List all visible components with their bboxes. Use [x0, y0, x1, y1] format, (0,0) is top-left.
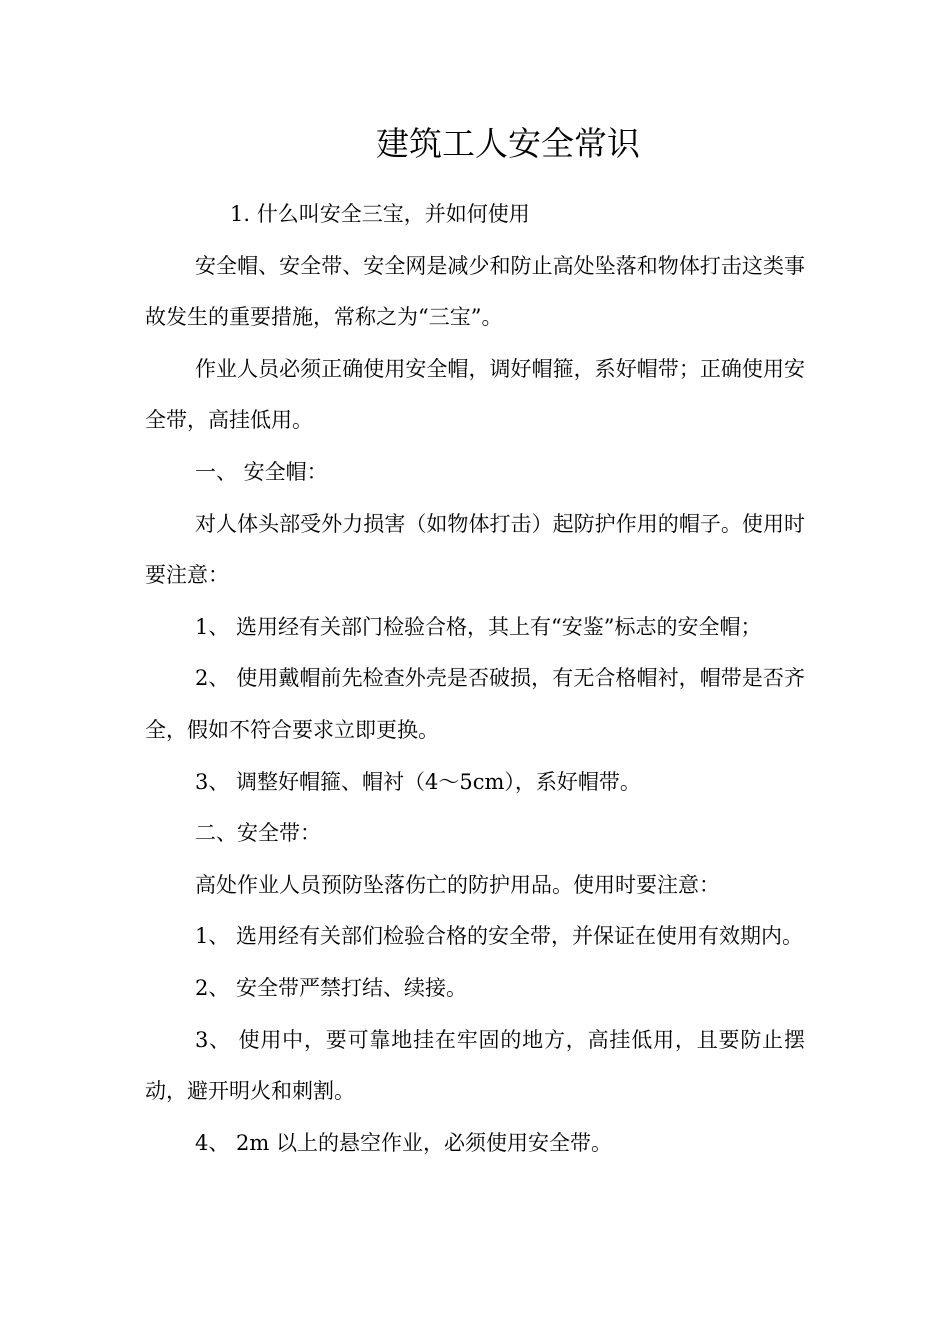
list-item-belt-4: 4、 2m 以上的悬空作业，必须使用安全带。: [195, 1130, 612, 1155]
paragraph-helmet-definition: 对人体头部受外力损害（如物体打击）起防护作用的帽子。使用时要注意：: [145, 511, 805, 588]
paragraph-belt-definition: 高处作业人员预防坠落伤亡的防护用品。使用时要注意：: [195, 872, 720, 897]
list-item-helmet-3: 3、 调整好帽箍、帽衬（4～5cm），系好帽带。: [195, 769, 641, 794]
document-title: 建筑工人安全常识: [376, 124, 640, 163]
document-body: [145, 189, 805, 1169]
paragraph-correct-use: 作业人员必须正确使用安全帽，调好帽箍，系好帽带；正确使用安全带，高挂低用。: [145, 356, 805, 433]
section-heading-belt: 二、安全带：: [195, 821, 321, 846]
list-item-belt-1: 1、 选用经有关部们检验合格的安全带，并保证在使用有效期内。: [195, 924, 804, 949]
list-item-belt-3: 3、 使用中，要可靠地挂在牢固的地方，高挂低用，且要防止摆动，避开明火和刺割。: [145, 1027, 805, 1104]
section-heading-helmet: 一、 安全帽：: [195, 459, 328, 484]
list-item-belt-2: 2、 安全带严禁打结、续接。: [195, 975, 468, 1000]
list-item-helmet-2: 2、 使用戴帽前先检查外壳是否破损，有无合格帽衬，帽带是否齐全，假如不符合要求立即更换。: [145, 666, 805, 742]
list-item-helmet-1: 1、 选用经有关部门检验合格，其上有“安鉴”标志的安全帽；: [195, 614, 762, 639]
question-heading: 1. 什么叫安全三宝，并如何使用: [230, 202, 530, 226]
paragraph-three-treasures: 安全帽、安全带、安全网是减少和防止高处坠落和物体打击这类事故发生的重要措施，常称之为“三宝”。: [145, 253, 805, 330]
